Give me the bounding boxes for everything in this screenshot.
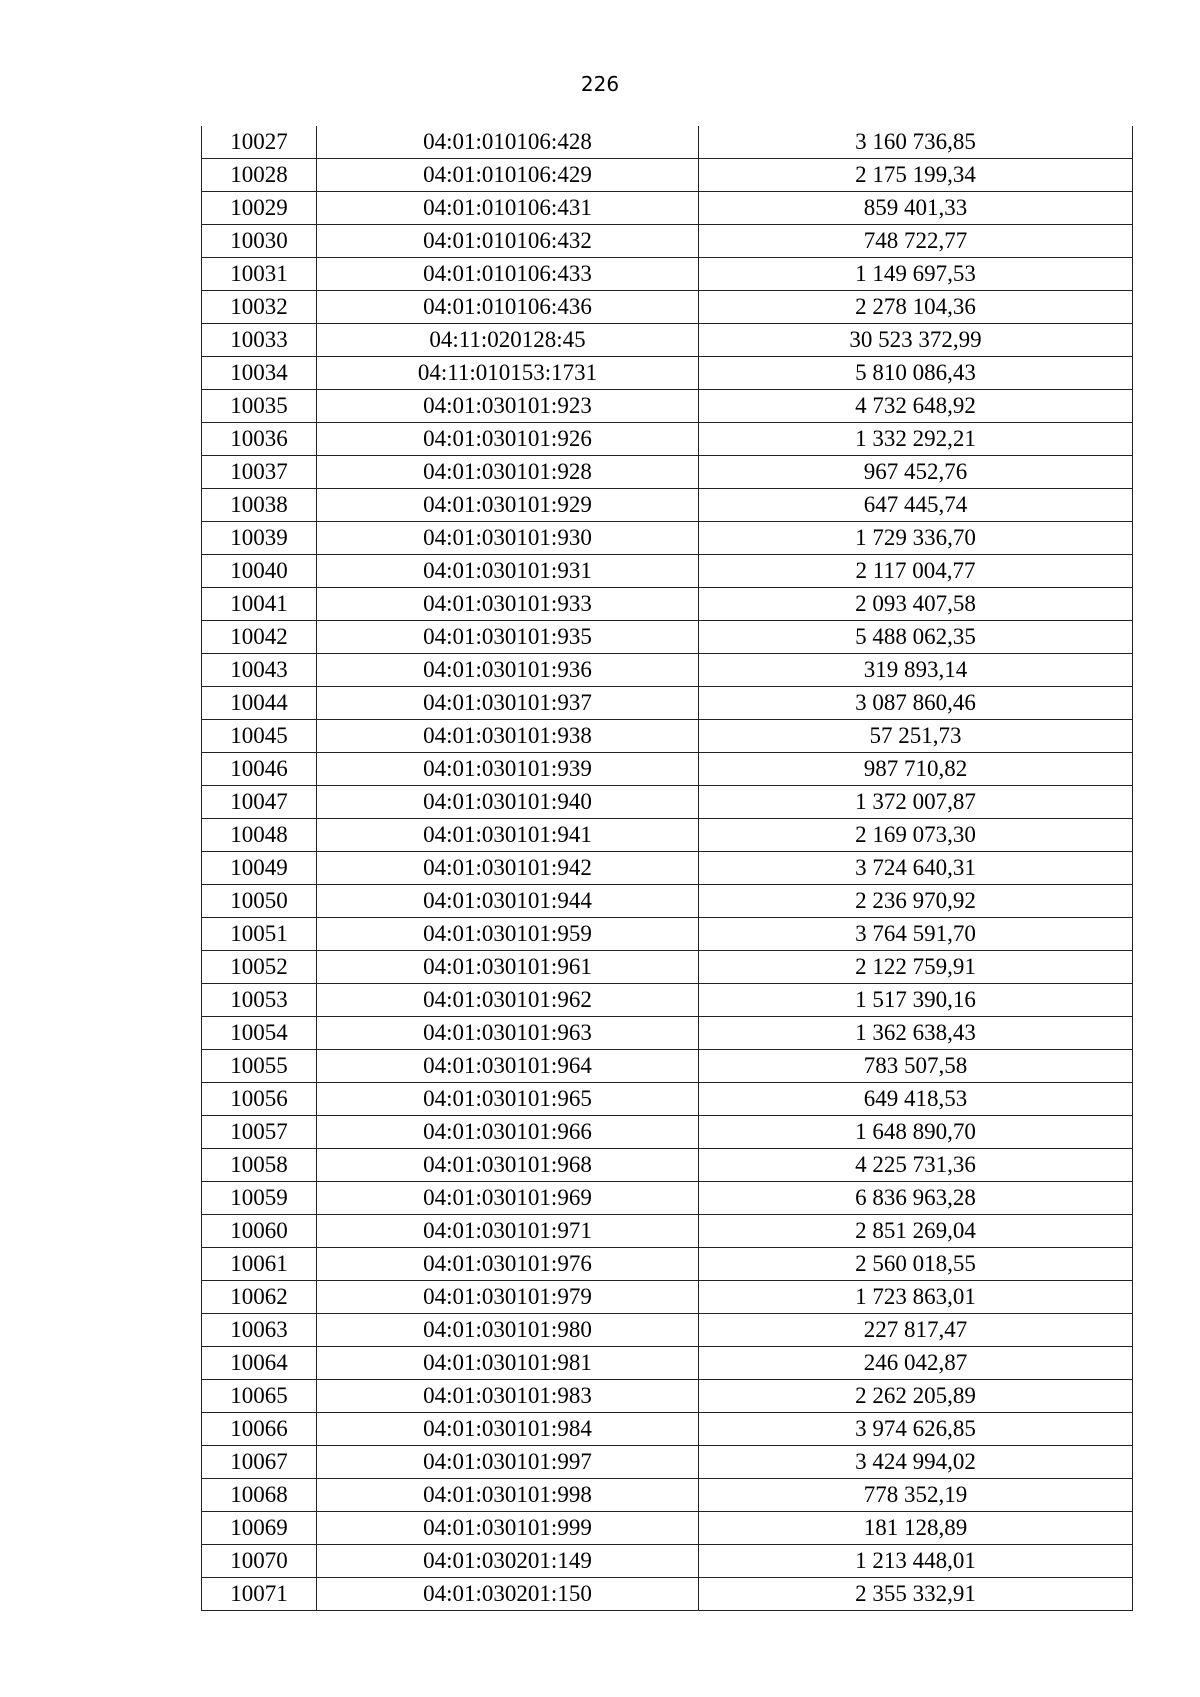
cadastral-number-cell: 04:01:030101:939 bbox=[317, 753, 699, 786]
row-number-cell: 10053 bbox=[202, 984, 317, 1017]
cadastral-value-cell: 2 093 407,58 bbox=[699, 588, 1133, 621]
table-row bbox=[202, 489, 1133, 522]
table-row bbox=[202, 357, 1133, 390]
table-row bbox=[202, 885, 1133, 918]
table-row bbox=[202, 654, 1133, 687]
row-number-cell: 10070 bbox=[202, 1545, 317, 1578]
cadastral-value-cell: 967 452,76 bbox=[699, 456, 1133, 489]
table-row bbox=[202, 1347, 1133, 1380]
cadastral-number-cell: 04:01:030101:964 bbox=[317, 1050, 699, 1083]
cadastral-number-cell: 04:01:030101:962 bbox=[317, 984, 699, 1017]
cadastral-number-cell: 04:01:010106:436 bbox=[317, 291, 699, 324]
cadastral-number-cell: 04:01:030101:940 bbox=[317, 786, 699, 819]
cadastral-number-cell: 04:01:030101:933 bbox=[317, 588, 699, 621]
cadastral-number-cell: 04:01:030101:968 bbox=[317, 1149, 699, 1182]
row-number-cell: 10069 bbox=[202, 1512, 317, 1545]
cadastral-number-cell: 04:01:010106:432 bbox=[317, 225, 699, 258]
cadastral-value-cell: 1 372 007,87 bbox=[699, 786, 1133, 819]
cadastral-value-cell: 5 810 086,43 bbox=[699, 357, 1133, 390]
table-row bbox=[202, 1215, 1133, 1248]
table-row bbox=[202, 819, 1133, 852]
table-row bbox=[202, 621, 1133, 654]
table-row bbox=[202, 720, 1133, 753]
cadastral-value-cell: 30 523 372,99 bbox=[699, 324, 1133, 357]
cadastral-number-cell: 04:01:030101:999 bbox=[317, 1512, 699, 1545]
table-row bbox=[202, 1182, 1133, 1215]
cadastral-number-cell: 04:01:010106:433 bbox=[317, 258, 699, 291]
cadastral-value-cell: 1 729 336,70 bbox=[699, 522, 1133, 555]
row-number-cell: 10052 bbox=[202, 951, 317, 984]
cadastral-number-cell: 04:01:030101:944 bbox=[317, 885, 699, 918]
cadastral-number-cell: 04:01:030101:963 bbox=[317, 1017, 699, 1050]
cadastral-value-cell: 1 648 890,70 bbox=[699, 1116, 1133, 1149]
cadastral-number-cell: 04:01:010106:429 bbox=[317, 159, 699, 192]
cadastral-value-cell: 227 817,47 bbox=[699, 1314, 1133, 1347]
cadastral-value-cell: 57 251,73 bbox=[699, 720, 1133, 753]
table-row bbox=[202, 918, 1133, 951]
row-number-cell: 10043 bbox=[202, 654, 317, 687]
cadastral-value-cell: 2 355 332,91 bbox=[699, 1578, 1133, 1611]
row-number-cell: 10058 bbox=[202, 1149, 317, 1182]
cadastral-number-cell: 04:01:030101:936 bbox=[317, 654, 699, 687]
cadastral-number-cell: 04:11:020128:45 bbox=[317, 324, 699, 357]
cadastral-number-cell: 04:01:030101:942 bbox=[317, 852, 699, 885]
cadastral-number-cell: 04:01:030101:929 bbox=[317, 489, 699, 522]
row-number-cell: 10035 bbox=[202, 390, 317, 423]
row-number-cell: 10041 bbox=[202, 588, 317, 621]
cadastral-value-cell: 3 424 994,02 bbox=[699, 1446, 1133, 1479]
row-number-cell: 10031 bbox=[202, 258, 317, 291]
cadastral-value-cell: 3 764 591,70 bbox=[699, 918, 1133, 951]
cadastral-value-cell: 2 122 759,91 bbox=[699, 951, 1133, 984]
cadastral-value-cell: 3 160 736,85 bbox=[699, 126, 1133, 159]
table-row bbox=[202, 588, 1133, 621]
cadastral-value-cell: 1 362 638,43 bbox=[699, 1017, 1133, 1050]
cadastral-number-cell: 04:11:010153:1731 bbox=[317, 357, 699, 390]
table-row bbox=[202, 1017, 1133, 1050]
cadastral-number-cell: 04:01:030101:935 bbox=[317, 621, 699, 654]
table-row bbox=[202, 1281, 1133, 1314]
table-row bbox=[202, 324, 1133, 357]
cadastral-number-cell: 04:01:030101:976 bbox=[317, 1248, 699, 1281]
row-number-cell: 10071 bbox=[202, 1578, 317, 1611]
table-row bbox=[202, 1479, 1133, 1512]
table-row bbox=[202, 1050, 1133, 1083]
table-row bbox=[202, 1512, 1133, 1545]
cadastral-value-cell: 1 332 292,21 bbox=[699, 423, 1133, 456]
row-number-cell: 10027 bbox=[202, 126, 317, 159]
table-row bbox=[202, 423, 1133, 456]
row-number-cell: 10047 bbox=[202, 786, 317, 819]
cadastral-value-cell: 859 401,33 bbox=[699, 192, 1133, 225]
cadastral-number-cell: 04:01:030101:965 bbox=[317, 1083, 699, 1116]
cadastral-value-cell: 1 149 697,53 bbox=[699, 258, 1133, 291]
cadastral-number-cell: 04:01:030101:981 bbox=[317, 1347, 699, 1380]
cadastral-value-cell: 319 893,14 bbox=[699, 654, 1133, 687]
table-row bbox=[202, 951, 1133, 984]
cadastral-value-cell: 2 278 104,36 bbox=[699, 291, 1133, 324]
cadastral-value-cell: 987 710,82 bbox=[699, 753, 1133, 786]
cadastral-number-cell: 04:01:030101:998 bbox=[317, 1479, 699, 1512]
cadastral-value-cell: 6 836 963,28 bbox=[699, 1182, 1133, 1215]
cadastral-number-cell: 04:01:030101:983 bbox=[317, 1380, 699, 1413]
cadastral-number-cell: 04:01:030101:980 bbox=[317, 1314, 699, 1347]
cadastral-number-cell: 04:01:030101:984 bbox=[317, 1413, 699, 1446]
cadastral-value-table bbox=[201, 126, 1133, 1611]
row-number-cell: 10045 bbox=[202, 720, 317, 753]
table-row bbox=[202, 258, 1133, 291]
table-row bbox=[202, 291, 1133, 324]
cadastral-number-cell: 04:01:030101:938 bbox=[317, 720, 699, 753]
row-number-cell: 10046 bbox=[202, 753, 317, 786]
row-number-cell: 10030 bbox=[202, 225, 317, 258]
cadastral-value-cell: 783 507,58 bbox=[699, 1050, 1133, 1083]
table-row bbox=[202, 555, 1133, 588]
cadastral-value-cell: 2 175 199,34 bbox=[699, 159, 1133, 192]
table-row bbox=[202, 1248, 1133, 1281]
cadastral-value-cell: 2 169 073,30 bbox=[699, 819, 1133, 852]
table-row bbox=[202, 1380, 1133, 1413]
table-row bbox=[202, 1083, 1133, 1116]
table-row bbox=[202, 192, 1133, 225]
cadastral-value-cell: 1 517 390,16 bbox=[699, 984, 1133, 1017]
table-row bbox=[202, 225, 1133, 258]
row-number-cell: 10049 bbox=[202, 852, 317, 885]
cadastral-number-cell: 04:01:030101:961 bbox=[317, 951, 699, 984]
cadastral-value-cell: 2 560 018,55 bbox=[699, 1248, 1133, 1281]
cadastral-value-cell: 2 851 269,04 bbox=[699, 1215, 1133, 1248]
cadastral-number-cell: 04:01:030101:937 bbox=[317, 687, 699, 720]
row-number-cell: 10066 bbox=[202, 1413, 317, 1446]
table-row bbox=[202, 456, 1133, 489]
table-row bbox=[202, 1578, 1133, 1611]
table-row bbox=[202, 390, 1133, 423]
table-row bbox=[202, 1545, 1133, 1578]
row-number-cell: 10037 bbox=[202, 456, 317, 489]
cadastral-number-cell: 04:01:030101:931 bbox=[317, 555, 699, 588]
cadastral-value-cell: 3 087 860,46 bbox=[699, 687, 1133, 720]
cadastral-number-cell: 04:01:010106:431 bbox=[317, 192, 699, 225]
table-row bbox=[202, 687, 1133, 720]
row-number-cell: 10064 bbox=[202, 1347, 317, 1380]
row-number-cell: 10039 bbox=[202, 522, 317, 555]
cadastral-value-cell: 4 732 648,92 bbox=[699, 390, 1133, 423]
row-number-cell: 10068 bbox=[202, 1479, 317, 1512]
cadastral-value-cell: 647 445,74 bbox=[699, 489, 1133, 522]
row-number-cell: 10059 bbox=[202, 1182, 317, 1215]
table-row bbox=[202, 753, 1133, 786]
row-number-cell: 10042 bbox=[202, 621, 317, 654]
row-number-cell: 10057 bbox=[202, 1116, 317, 1149]
cadastral-value-cell: 4 225 731,36 bbox=[699, 1149, 1133, 1182]
cadastral-number-cell: 04:01:030101:926 bbox=[317, 423, 699, 456]
row-number-cell: 10044 bbox=[202, 687, 317, 720]
row-number-cell: 10032 bbox=[202, 291, 317, 324]
cadastral-value-cell: 2 236 970,92 bbox=[699, 885, 1133, 918]
table-row bbox=[202, 126, 1133, 159]
table-row bbox=[202, 1446, 1133, 1479]
row-number-cell: 10063 bbox=[202, 1314, 317, 1347]
cadastral-number-cell: 04:01:030201:150 bbox=[317, 1578, 699, 1611]
row-number-cell: 10040 bbox=[202, 555, 317, 588]
table-row bbox=[202, 852, 1133, 885]
cadastral-value-cell: 748 722,77 bbox=[699, 225, 1133, 258]
row-number-cell: 10034 bbox=[202, 357, 317, 390]
cadastral-number-cell: 04:01:030101:941 bbox=[317, 819, 699, 852]
row-number-cell: 10029 bbox=[202, 192, 317, 225]
table-row bbox=[202, 786, 1133, 819]
table-row bbox=[202, 522, 1133, 555]
table-row bbox=[202, 1149, 1133, 1182]
row-number-cell: 10067 bbox=[202, 1446, 317, 1479]
table-row bbox=[202, 1413, 1133, 1446]
cadastral-value-cell: 1 213 448,01 bbox=[699, 1545, 1133, 1578]
cadastral-value-cell: 5 488 062,35 bbox=[699, 621, 1133, 654]
row-number-cell: 10033 bbox=[202, 324, 317, 357]
table-row bbox=[202, 1314, 1133, 1347]
cadastral-number-cell: 04:01:030101:997 bbox=[317, 1446, 699, 1479]
page-number: 226 bbox=[580, 72, 620, 96]
cadastral-value-cell: 2 117 004,77 bbox=[699, 555, 1133, 588]
cadastral-value-cell: 778 352,19 bbox=[699, 1479, 1133, 1512]
cadastral-number-cell: 04:01:030101:923 bbox=[317, 390, 699, 423]
cadastral-number-cell: 04:01:030201:149 bbox=[317, 1545, 699, 1578]
row-number-cell: 10036 bbox=[202, 423, 317, 456]
row-number-cell: 10060 bbox=[202, 1215, 317, 1248]
row-number-cell: 10038 bbox=[202, 489, 317, 522]
row-number-cell: 10065 bbox=[202, 1380, 317, 1413]
cadastral-number-cell: 04:01:030101:959 bbox=[317, 918, 699, 951]
row-number-cell: 10061 bbox=[202, 1248, 317, 1281]
row-number-cell: 10028 bbox=[202, 159, 317, 192]
cadastral-value-cell: 246 042,87 bbox=[699, 1347, 1133, 1380]
cadastral-value-cell: 181 128,89 bbox=[699, 1512, 1133, 1545]
cadastral-value-cell: 1 723 863,01 bbox=[699, 1281, 1133, 1314]
cadastral-number-cell: 04:01:030101:928 bbox=[317, 456, 699, 489]
table-row bbox=[202, 984, 1133, 1017]
cadastral-number-cell: 04:01:030101:930 bbox=[317, 522, 699, 555]
cadastral-value-cell: 2 262 205,89 bbox=[699, 1380, 1133, 1413]
cadastral-number-cell: 04:01:030101:966 bbox=[317, 1116, 699, 1149]
cadastral-number-cell: 04:01:030101:971 bbox=[317, 1215, 699, 1248]
row-number-cell: 10054 bbox=[202, 1017, 317, 1050]
cadastral-value-cell: 3 724 640,31 bbox=[699, 852, 1133, 885]
row-number-cell: 10048 bbox=[202, 819, 317, 852]
cadastral-value-cell: 3 974 626,85 bbox=[699, 1413, 1133, 1446]
table-row bbox=[202, 159, 1133, 192]
row-number-cell: 10051 bbox=[202, 918, 317, 951]
row-number-cell: 10062 bbox=[202, 1281, 317, 1314]
row-number-cell: 10056 bbox=[202, 1083, 317, 1116]
cadastral-value-cell: 649 418,53 bbox=[699, 1083, 1133, 1116]
table-body bbox=[202, 126, 1133, 1611]
cadastral-number-cell: 04:01:010106:428 bbox=[317, 126, 699, 159]
cadastral-number-cell: 04:01:030101:979 bbox=[317, 1281, 699, 1314]
cadastral-number-cell: 04:01:030101:969 bbox=[317, 1182, 699, 1215]
row-number-cell: 10055 bbox=[202, 1050, 317, 1083]
table-row bbox=[202, 1116, 1133, 1149]
row-number-cell: 10050 bbox=[202, 885, 317, 918]
